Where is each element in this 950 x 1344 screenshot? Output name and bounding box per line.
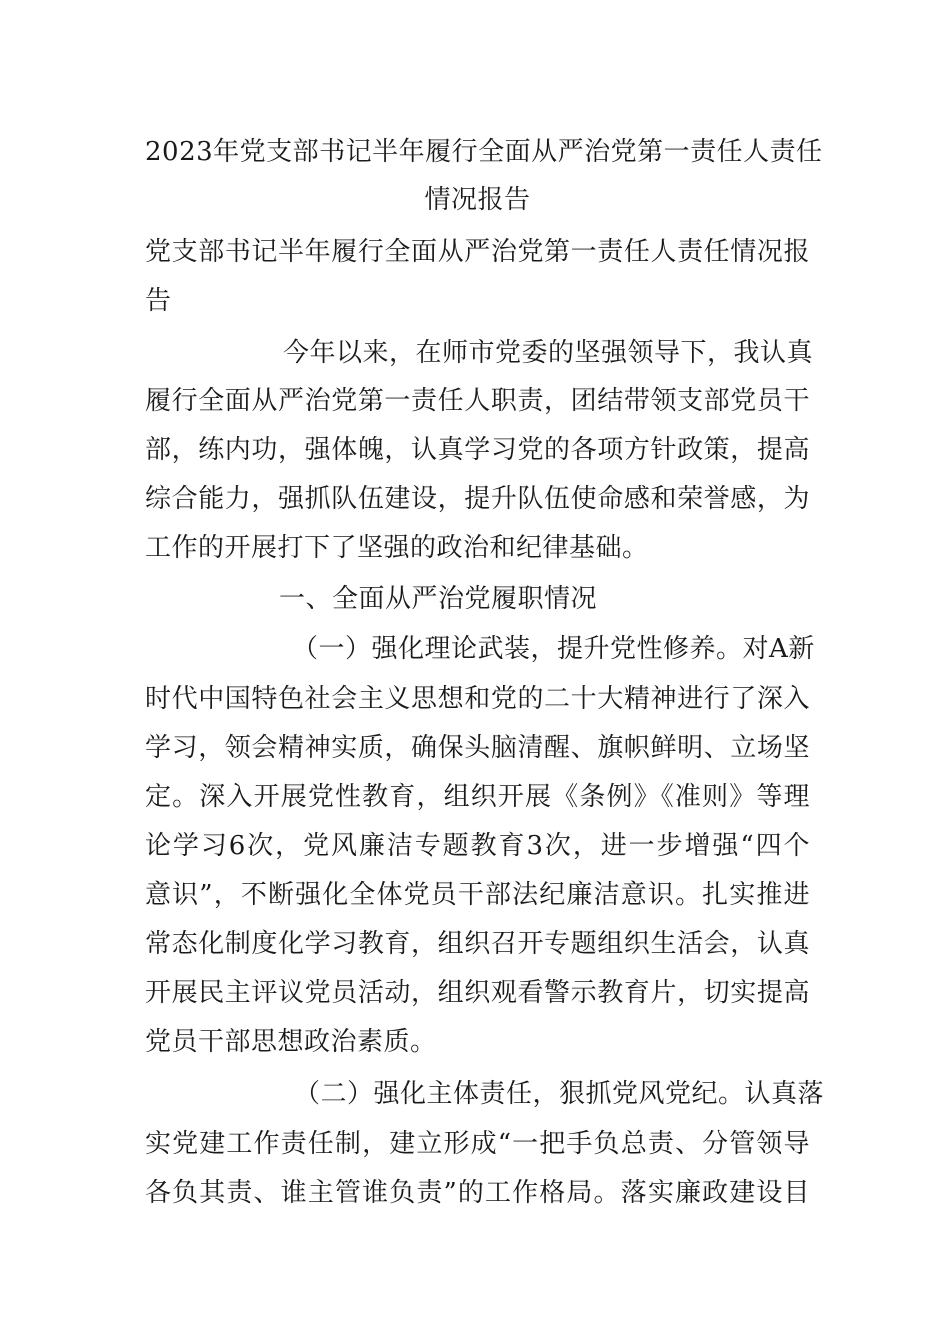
paragraph-2-line-5: 论学习6次，党风廉洁专题教育3次，进一步增强“四个 xyxy=(145,831,810,861)
paragraph-3-line-3: 各负其责、谁主管谁负责”的工作格局。落实廉政建设目 xyxy=(145,1178,810,1208)
document-title-line-2: 情况报告 xyxy=(424,185,531,215)
paragraph-3-line-1: （二）强化主体责任，狠抓党风党纪。认真落 xyxy=(294,1079,825,1109)
paragraph-3-line-2: 实党建工作责任制，建立形成“一把手负总责、分管领导 xyxy=(145,1129,810,1159)
paragraph-1-line-2: 履行全面从严治党第一责任人职责，团结带领支部党员干 xyxy=(145,386,810,416)
paragraph-2-line-1: （一）强化理论武装，提升党性修养。对A新 xyxy=(292,634,815,664)
document-subtitle-line-1: 党支部书记半年履行全面从严治党第一责任人责任情况报 xyxy=(145,237,810,267)
paragraph-2-line-8: 开展民主评议党员活动，组织观看警示教育片，切实提高 xyxy=(145,978,810,1008)
paragraph-1-line-1: 今年以来，在师市党委的坚强领导下，我认真 xyxy=(283,338,814,368)
paragraph-2-line-2: 时代中国特色社会主义思想和党的二十大精神进行了深入 xyxy=(145,684,810,714)
paragraph-1-line-3: 部，练内功，强体魄，认真学习党的各项方针政策，提高 xyxy=(145,435,810,465)
paragraph-2-line-6: 意识”，不断强化全体党员干部法纪廉洁意识。扎实推进 xyxy=(145,880,810,910)
paragraph-2-line-4: 定。深入开展党性教育，组织开展《条例》《准则》等理 xyxy=(145,782,810,812)
paragraph-1-line-5: 工作的开展打下了坚强的政治和纪律基础。 xyxy=(145,533,649,563)
paragraph-1-line-4: 综合能力，强抓队伍建设，提升队伍使命感和荣誉感，为 xyxy=(145,484,810,514)
paragraph-2-line-9: 党员干部思想政治素质。 xyxy=(145,1027,437,1057)
paragraph-2-line-3: 学习，领会精神实质，确保头脑清醒、旗帜鲜明、立场坚 xyxy=(145,733,810,763)
section-1-heading: 一、全面从严治党履职情况 xyxy=(279,584,598,614)
document-subtitle-line-2: 告 xyxy=(145,286,172,316)
document-title-line-1: 2023年党支部书记半年履行全面从严治党第一责任人责任 xyxy=(145,137,823,167)
paragraph-2-line-7: 常态化制度化学习教育，组织召开专题组织生活会，认真 xyxy=(145,929,810,959)
